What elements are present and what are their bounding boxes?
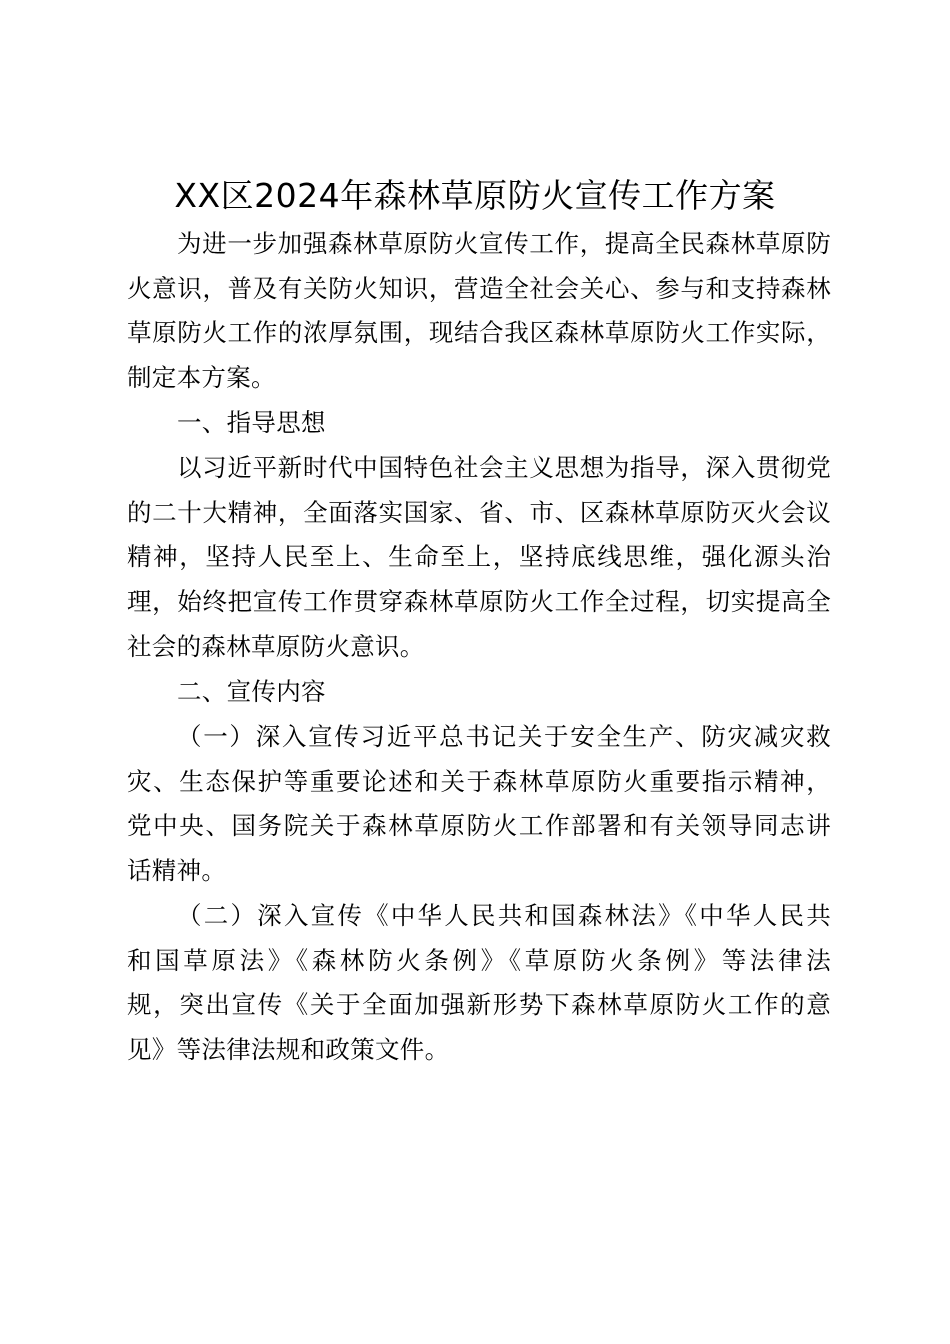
paragraph-line: 精神，坚持人民至上、生命至上，坚持底线思维，强化源头治 [127,542,831,572]
paragraph-line: 见》等法律法规和政策文件。 [127,1035,450,1065]
paragraph-line: 党中央、国务院关于森林草原防火工作部署和有关领导同志讲 [127,811,831,841]
paragraph-line: 规，突出宣传《关于全面加强新形势下森林草原防火工作的意 [127,990,831,1020]
intro-paragraph [127,222,831,401]
paragraph-line: 社会的森林草原防火意识。 [127,631,425,661]
publicity-item-2 [127,894,831,1073]
paragraph-line: 和国草原法》《森林防火条例》《草原防火条例》等法律法 [127,945,831,975]
paragraph-line: 的二十大精神，全面落实国家、省、市、区森林草原防灭火会议 [127,497,831,527]
publicity-item-1 [127,715,831,894]
section-heading-publicity-content [127,670,831,715]
section-heading: 二、宣传内容 [177,677,326,706]
paragraph-line: 火意识，普及有关防火知识，营造全社会关心、参与和支持森林 [127,273,831,303]
paragraph-line: （一）深入宣传习近平总书记关于安全生产、防灾减灾救 [177,722,831,751]
paragraph-line: 为进一步加强森林草原防火宣传工作，提高全民森林草原防 [177,229,831,258]
paragraph-line: 草原防火工作的浓厚氛围，现结合我区森林草原防火工作实际， [127,318,831,348]
document-title: XX区2024年森林草原防火宣传工作方案 [174,176,776,215]
section-heading: 一、指导思想 [177,408,326,437]
paragraph-line: 话精神。 [127,856,227,886]
paragraph-line: 制定本方案。 [127,363,276,393]
paragraph-line: 灾、生态保护等重要论述和关于森林草原防火重要指示精神， [127,766,831,796]
guiding-ideology-paragraph [127,446,831,669]
paragraph-line: （二）深入宣传《中华人民共和国森林法》《中华人民共 [177,901,831,930]
paragraph-line: 理，始终把宣传工作贯穿森林草原防火工作全过程，切实提高全 [127,587,831,617]
section-heading-guiding-ideology [127,401,831,446]
paragraph-line: 以习近平新时代中国特色社会主义思想为指导，深入贯彻党 [177,453,831,482]
